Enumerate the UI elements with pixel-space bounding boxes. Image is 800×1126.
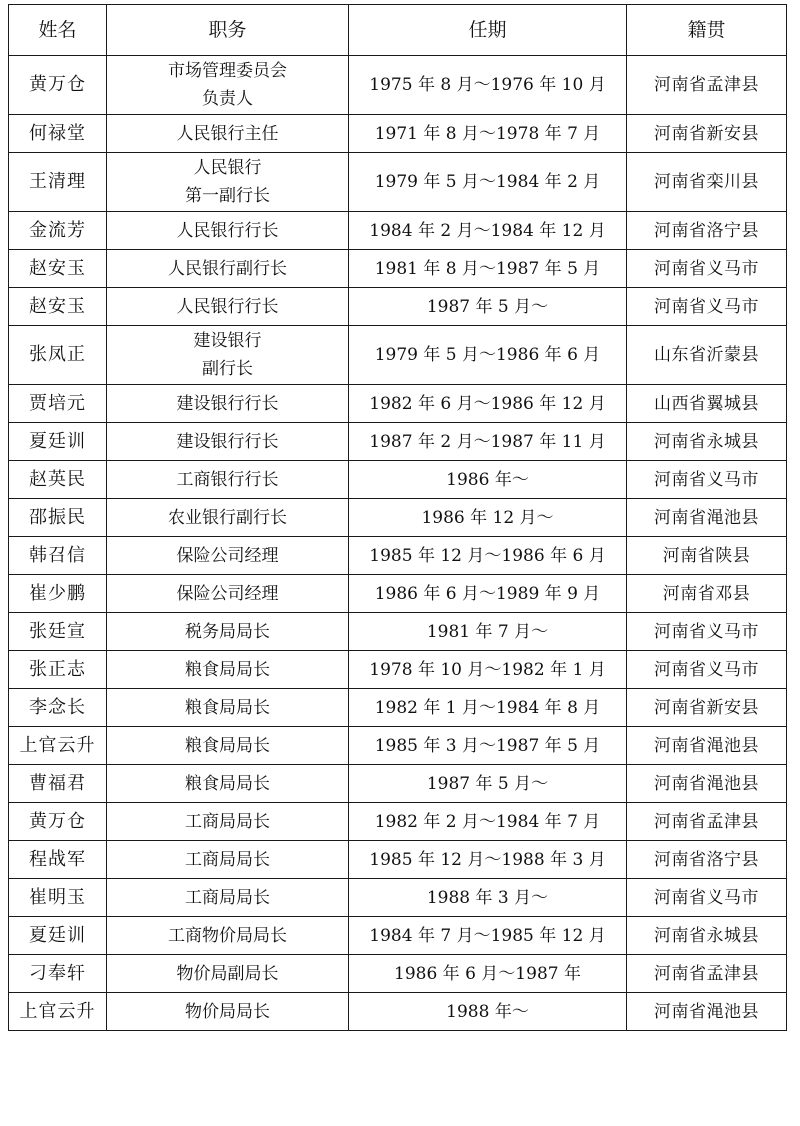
post-line: 工商局局长 xyxy=(185,849,270,870)
post-line: 保险公司经理 xyxy=(176,545,279,566)
table-row xyxy=(9,727,787,765)
cell-name: 崔少鹏 xyxy=(9,575,107,613)
cell-name: 黄万仓 xyxy=(9,803,107,841)
table-row xyxy=(9,115,787,153)
table-row xyxy=(9,537,787,575)
cell-native: 河南省永城县 xyxy=(627,423,787,461)
table-row xyxy=(9,651,787,689)
post-line: 第一副行长 xyxy=(185,186,270,206)
cell-native: 河南省义马市 xyxy=(627,651,787,689)
cell-term: 1984 年 7 月～1985 年 12 月 xyxy=(349,917,627,955)
cell-post xyxy=(107,115,349,153)
post-line: 负责人 xyxy=(202,89,253,109)
post-line: 工商物价局局长 xyxy=(168,925,287,946)
table-body xyxy=(9,56,787,1031)
post-line: 保险公司经理 xyxy=(176,583,279,604)
cell-post xyxy=(107,879,349,917)
cell-term: 1982 年 6 月～1986 年 12 月 xyxy=(349,385,627,423)
cell-post xyxy=(107,689,349,727)
cell-name: 崔明玉 xyxy=(9,879,107,917)
cell-term: 1984 年 2 月～1984 年 12 月 xyxy=(349,212,627,250)
table-row xyxy=(9,689,787,727)
cell-native: 河南省新安县 xyxy=(627,689,787,727)
cell-post xyxy=(107,841,349,879)
header-post: 职务 xyxy=(107,5,349,56)
table-row xyxy=(9,56,787,115)
table-row xyxy=(9,575,787,613)
cell-term: 1982 年 1 月～1984 年 8 月 xyxy=(349,689,627,727)
cell-term: 1979 年 5 月～1986 年 6 月 xyxy=(349,326,627,385)
cell-term: 1988 年～ xyxy=(349,993,627,1031)
post-line: 工商局局长 xyxy=(185,887,270,908)
table-row xyxy=(9,250,787,288)
cell-native: 河南省孟津县 xyxy=(627,56,787,115)
post-line: 粮食局局长 xyxy=(185,735,270,756)
cell-post xyxy=(107,651,349,689)
cell-post xyxy=(107,153,349,212)
cell-post xyxy=(107,575,349,613)
cell-native: 山西省翼城县 xyxy=(627,385,787,423)
cell-native: 河南省孟津县 xyxy=(627,803,787,841)
header-term: 任期 xyxy=(349,5,627,56)
cell-post xyxy=(107,993,349,1031)
cell-name: 何禄堂 xyxy=(9,115,107,153)
cell-term: 1985 年 3 月～1987 年 5 月 xyxy=(349,727,627,765)
cell-term: 1981 年 8 月～1987 年 5 月 xyxy=(349,250,627,288)
cell-native: 河南省渑池县 xyxy=(627,727,787,765)
table-row xyxy=(9,879,787,917)
cell-term: 1982 年 2 月～1984 年 7 月 xyxy=(349,803,627,841)
table-row xyxy=(9,803,787,841)
cell-native: 河南省陕县 xyxy=(627,537,787,575)
cell-term: 1987 年 5 月～ xyxy=(349,288,627,326)
officials-table xyxy=(8,4,787,1031)
cell-native: 河南省洛宁县 xyxy=(627,841,787,879)
cell-name: 贾培元 xyxy=(9,385,107,423)
cell-post xyxy=(107,212,349,250)
post-line: 农业银行副行长 xyxy=(168,507,287,528)
cell-native: 河南省新安县 xyxy=(627,115,787,153)
cell-native: 河南省渑池县 xyxy=(627,993,787,1031)
table-row xyxy=(9,917,787,955)
cell-post xyxy=(107,326,349,385)
post-line: 粮食局局长 xyxy=(185,659,270,680)
post-line: 粮食局局长 xyxy=(185,697,270,718)
table-row xyxy=(9,841,787,879)
cell-native: 河南省义马市 xyxy=(627,250,787,288)
cell-post xyxy=(107,499,349,537)
post-line: 建设银行行长 xyxy=(176,431,279,452)
post-line: 工商局局长 xyxy=(185,811,270,832)
cell-post xyxy=(107,917,349,955)
header-row xyxy=(9,5,787,56)
cell-post xyxy=(107,955,349,993)
post-line: 人民银行主任 xyxy=(176,123,279,144)
cell-post xyxy=(107,56,349,115)
post-line: 物价局副局长 xyxy=(176,963,279,984)
cell-native: 河南省义马市 xyxy=(627,613,787,651)
cell-name: 张正志 xyxy=(9,651,107,689)
cell-name: 王清理 xyxy=(9,153,107,212)
cell-term: 1978 年 10 月～1982 年 1 月 xyxy=(349,651,627,689)
cell-term: 1979 年 5 月～1984 年 2 月 xyxy=(349,153,627,212)
cell-post xyxy=(107,385,349,423)
cell-name: 李念长 xyxy=(9,689,107,727)
cell-post xyxy=(107,613,349,651)
cell-name: 赵安玉 xyxy=(9,288,107,326)
post-line: 建设银行行长 xyxy=(176,393,279,414)
cell-post xyxy=(107,461,349,499)
cell-native: 河南省义马市 xyxy=(627,461,787,499)
cell-term: 1971 年 8 月～1978 年 7 月 xyxy=(349,115,627,153)
header-native: 籍贯 xyxy=(627,5,787,56)
post-line: 人民银行副行长 xyxy=(168,258,287,279)
cell-name: 夏廷训 xyxy=(9,917,107,955)
cell-post xyxy=(107,288,349,326)
cell-name: 程战军 xyxy=(9,841,107,879)
post-line: 粮食局局长 xyxy=(185,773,270,794)
cell-post xyxy=(107,765,349,803)
cell-native: 河南省栾川县 xyxy=(627,153,787,212)
table-row xyxy=(9,385,787,423)
table-row xyxy=(9,499,787,537)
table-row xyxy=(9,326,787,385)
cell-native: 山东省沂蒙县 xyxy=(627,326,787,385)
post-line: 物价局局长 xyxy=(185,1001,270,1022)
post-line: 人民银行行长 xyxy=(176,296,279,317)
table-row xyxy=(9,613,787,651)
cell-term: 1981 年 7 月～ xyxy=(349,613,627,651)
table-row xyxy=(9,212,787,250)
cell-term: 1985 年 12 月～1988 年 3 月 xyxy=(349,841,627,879)
post-line: 人民银行行长 xyxy=(176,220,279,241)
cell-native: 河南省渑池县 xyxy=(627,499,787,537)
cell-term: 1987 年 2 月～1987 年 11 月 xyxy=(349,423,627,461)
table-row xyxy=(9,423,787,461)
post-line: 税务局局长 xyxy=(185,621,270,642)
cell-post xyxy=(107,250,349,288)
post-line: 市场管理委员会 xyxy=(168,61,287,81)
table-row xyxy=(9,993,787,1031)
post-line: 建设银行 xyxy=(193,331,262,351)
cell-term: 1975 年 8 月～1976 年 10 月 xyxy=(349,56,627,115)
table-row xyxy=(9,765,787,803)
cell-name: 黄万仓 xyxy=(9,56,107,115)
cell-name: 韩召信 xyxy=(9,537,107,575)
cell-name: 上官云升 xyxy=(9,727,107,765)
cell-term: 1986 年 12 月～ xyxy=(349,499,627,537)
table-row xyxy=(9,288,787,326)
cell-term: 1986 年 6 月～1989 年 9 月 xyxy=(349,575,627,613)
cell-native: 河南省永城县 xyxy=(627,917,787,955)
cell-native: 河南省义马市 xyxy=(627,288,787,326)
cell-name: 赵安玉 xyxy=(9,250,107,288)
cell-name: 赵英民 xyxy=(9,461,107,499)
cell-term: 1986 年～ xyxy=(349,461,627,499)
cell-post xyxy=(107,803,349,841)
cell-term: 1986 年 6 月～1987 年 xyxy=(349,955,627,993)
cell-native: 河南省洛宁县 xyxy=(627,212,787,250)
cell-native: 河南省孟津县 xyxy=(627,955,787,993)
cell-native: 河南省义马市 xyxy=(627,879,787,917)
post-line: 副行长 xyxy=(202,359,253,379)
cell-native: 河南省渑池县 xyxy=(627,765,787,803)
table-row xyxy=(9,955,787,993)
cell-term: 1985 年 12 月～1986 年 6 月 xyxy=(349,537,627,575)
table-row xyxy=(9,461,787,499)
header-name: 姓名 xyxy=(9,5,107,56)
cell-name: 刁奉轩 xyxy=(9,955,107,993)
table-row xyxy=(9,153,787,212)
cell-term: 1987 年 5 月～ xyxy=(349,765,627,803)
cell-term: 1988 年 3 月～ xyxy=(349,879,627,917)
cell-post xyxy=(107,727,349,765)
cell-native: 河南省邓县 xyxy=(627,575,787,613)
table-header xyxy=(9,5,787,56)
cell-name: 张廷宣 xyxy=(9,613,107,651)
cell-name: 张凤正 xyxy=(9,326,107,385)
cell-name: 上官云升 xyxy=(9,993,107,1031)
cell-post xyxy=(107,537,349,575)
post-line: 工商银行行长 xyxy=(176,469,279,490)
cell-name: 曹福君 xyxy=(9,765,107,803)
cell-post xyxy=(107,423,349,461)
cell-name: 夏廷训 xyxy=(9,423,107,461)
post-line: 人民银行 xyxy=(193,158,262,178)
cell-name: 金流芳 xyxy=(9,212,107,250)
cell-name: 邵振民 xyxy=(9,499,107,537)
